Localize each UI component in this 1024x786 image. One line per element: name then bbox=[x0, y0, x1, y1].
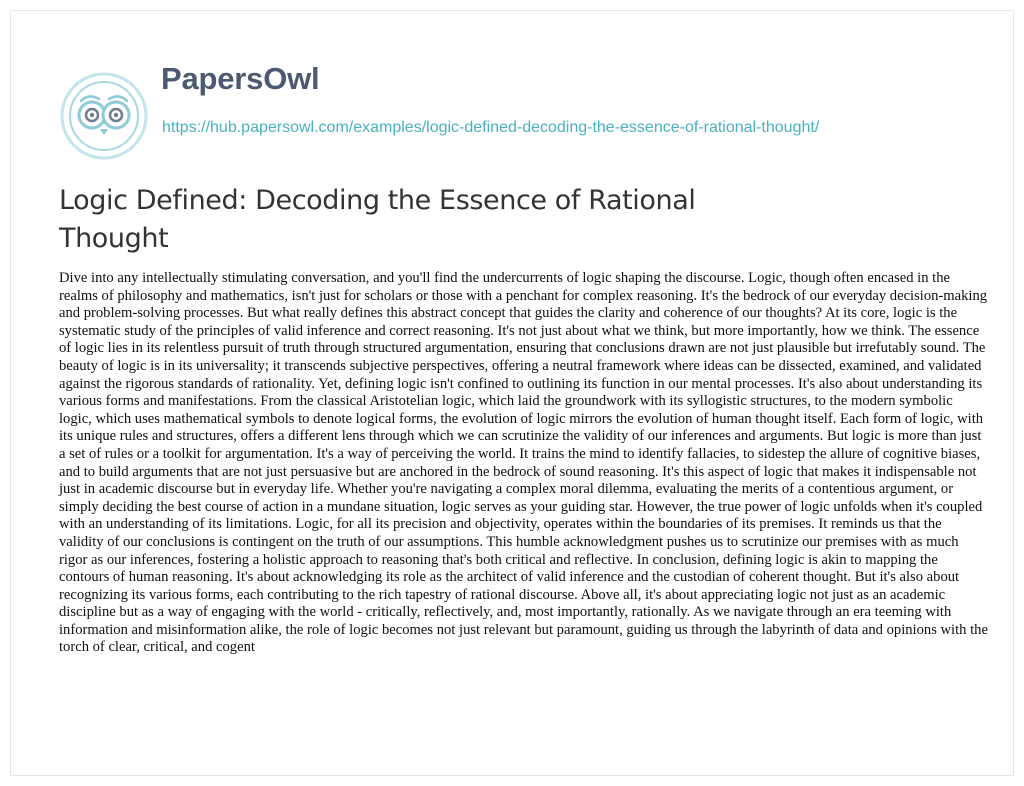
source-url-link[interactable]: https://hub.papersowl.com/examples/logic-defined-decoding-the-essence-of-rational-thought/ bbox=[162, 119, 820, 136]
document-page bbox=[10, 10, 1014, 776]
article-title: Logic Defined: Decoding the Essence of Rational Thought bbox=[59, 185, 696, 254]
owl-logo-icon bbox=[59, 71, 149, 161]
article-body: Dive into any intellectually stimulating conversation, and you'll find the undercurrents of logic shaping the discourse. Logic, though often encased in the realms of philosophy and mathematics, isn't just for scholars or those with a penchant for complex reasoning. It's the bedrock of our everyday decision-making and problem-solving processes. But what really defines this abstract concept that guides the clarity and coherence of our thoughts? At its core, logic is the systematic study of the principles of valid inference and correct reasoning. It's not just about what we think, but more importantly, how we think. The essence of logic lies in its relentless pursuit of truth through structured argumentation, ensuring that conclusions drawn are not just plausible but irrefutably sound. The beauty of logic is in its universality; it transcends subjective perspectives, offering a neutral framework where ideas can be dissected, examined, and validated against the rigorous standards of rationality. Yet, defining logic isn't confined to outlining its function in our mental processes. It's also about understanding its various forms and manifestations. From the classical Aristotelian logic, which laid the groundwork with its syllogistic structures, to the modern symbolic logic, which uses mathematical symbols to denote logical forms, the evolution of logic mirrors the evolution of human thought itself. Each form of logic, with its unique rules and structures, offers a different lens through which we can scrutinize the validity of our inferences and arguments. But logic is more than just a set of rules or a toolkit for argumentation. It's a way of perceiving the world. It trains the mind to identify fallacies, to sidestep the allure of cognitive biases, and to build arguments that are not just persuasive but are anchored in the bedrock of sound reasoning. It's this aspect of logic that makes it indispensable not just in academic discourse but in everyday life. Whether you're navigating a complex moral dilemma, evaluating the merits of a contentious argument, or simply deciding the best course of action in a mundane situation, logic serves as your guiding star. However, the true power of logic unfolds when it's coupled with an understanding of its limitations. Logic, for all its precision and objectivity, operates within the boundaries of its premises. It reminds us that the validity of our conclusions is contingent on the truth of our assumptions. This humble acknowledgment pushes us to scrutinize our premises with as much rigor as our inferences, fostering a holistic approach to reasoning that's both critical and reflective. In conclusion, defining logic is akin to mapping the contours of human reasoning. It's about acknowledging its role as the architect of valid inference and the custodian of coherent thought. But it's also about recognizing its various forms, each contributing to the rich tapestry of rational discourse. Above all, it's about appreciating logic not just as an academic discipline but as a way of engaging with the world - critically, reflectively, and, most importantly, rationally. As we navigate through an era teeming with information and misinformation alike, the role of logic becomes not just relevant but paramount, guiding us through the labyrinth of data and opinions with the torch of clear, critical, and cogent bbox=[59, 270, 988, 656]
brand-name: PapersOwl bbox=[161, 61, 320, 96]
